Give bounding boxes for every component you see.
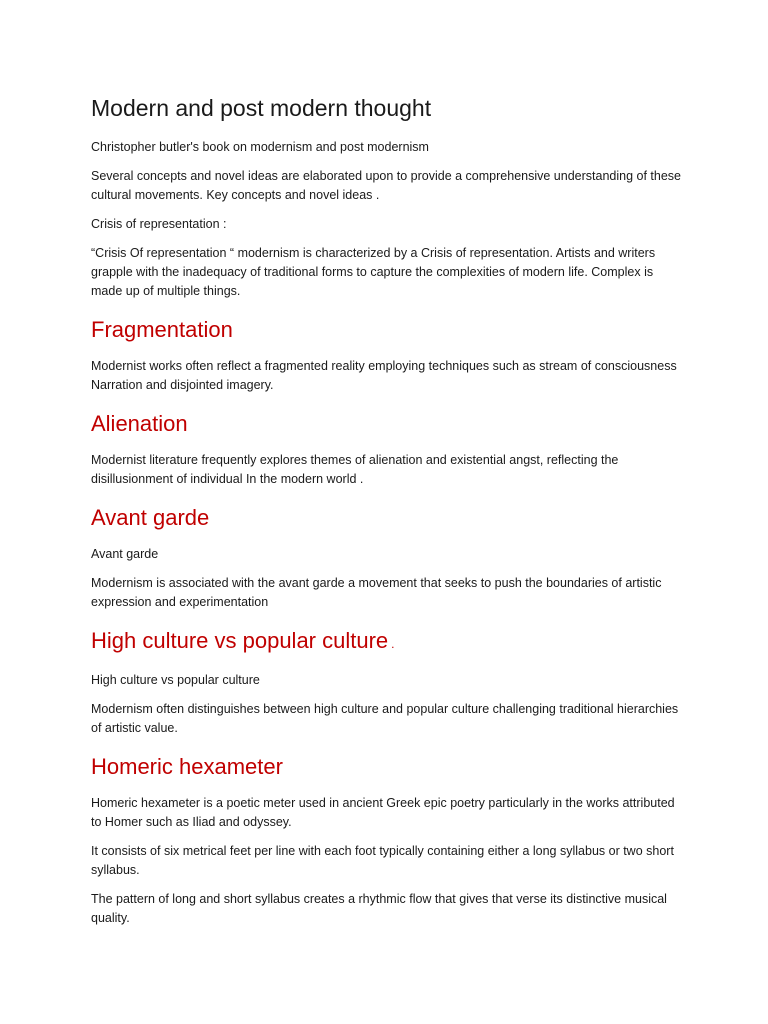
intro-paragraph: Several concepts and novel ideas are elaborated upon to provide a comprehensive understanding of these cultural movements. Key concepts and novel ideas . <box>91 169 681 202</box>
section-paragraph: High culture vs popular culture <box>91 673 260 687</box>
intro-paragraph: Crisis of representation : <box>91 217 227 231</box>
section-paragraph: Modernist works often reflect a fragmented reality employing techniques such as stream of consciousness Narration and disjointed imagery. <box>91 359 677 392</box>
section-heading-text: Homeric hexameter <box>91 754 283 779</box>
section-heading-fragmentation <box>91 313 681 347</box>
page-title: Modern and post modern thought <box>91 95 432 121</box>
section-paragraph: Modernism is associated with the avant garde a movement that seeks to push the boundaries of artistic expression and experimentation <box>91 576 662 609</box>
section-heading-text: High culture vs popular culture <box>91 628 389 653</box>
section-paragraph: The pattern of long and short syllabus creates a rhythmic flow that gives that verse its distinctive musical quality. <box>91 892 667 925</box>
intro-paragraph: “Crisis Of representation “ modernism is characterized by a Crisis of representation. Artists and writers grapple with the inadequacy of traditional forms to capture the complexities of modern life. Complex is made up of multiple things. <box>91 246 656 298</box>
section-heading-alienation <box>91 407 681 441</box>
section-heading-suffix: . <box>391 637 395 651</box>
section-paragraph: Homeric hexameter is a poetic meter used in ancient Greek epic poetry particularly in the works attributed to Homer such as Iliad and odyssey. <box>91 796 675 829</box>
section-paragraph: Modernism often distinguishes between high culture and popular culture challenging traditional hierarchies of artistic value. <box>91 702 679 735</box>
intro-paragraph: Christopher butler's book on modernism and post modernism <box>91 140 429 154</box>
section-heading-avant-garde <box>91 501 681 535</box>
section-heading-homeric-hexameter <box>91 750 681 784</box>
document-page <box>91 90 681 938</box>
section-heading-high-culture <box>91 624 681 661</box>
section-heading-text: Avant garde <box>91 505 210 530</box>
section-heading-text: Alienation <box>91 411 188 436</box>
section-paragraph: Avant garde <box>91 547 159 561</box>
section-heading-text: Fragmentation <box>91 317 233 342</box>
section-paragraph: Modernist literature frequently explores themes of alienation and existential angst, reflecting the disillusionment of individual In the modern world . <box>91 453 619 486</box>
section-paragraph: It consists of six metrical feet per line with each foot typically containing either a long syllabus or two short syllabus. <box>91 844 674 877</box>
